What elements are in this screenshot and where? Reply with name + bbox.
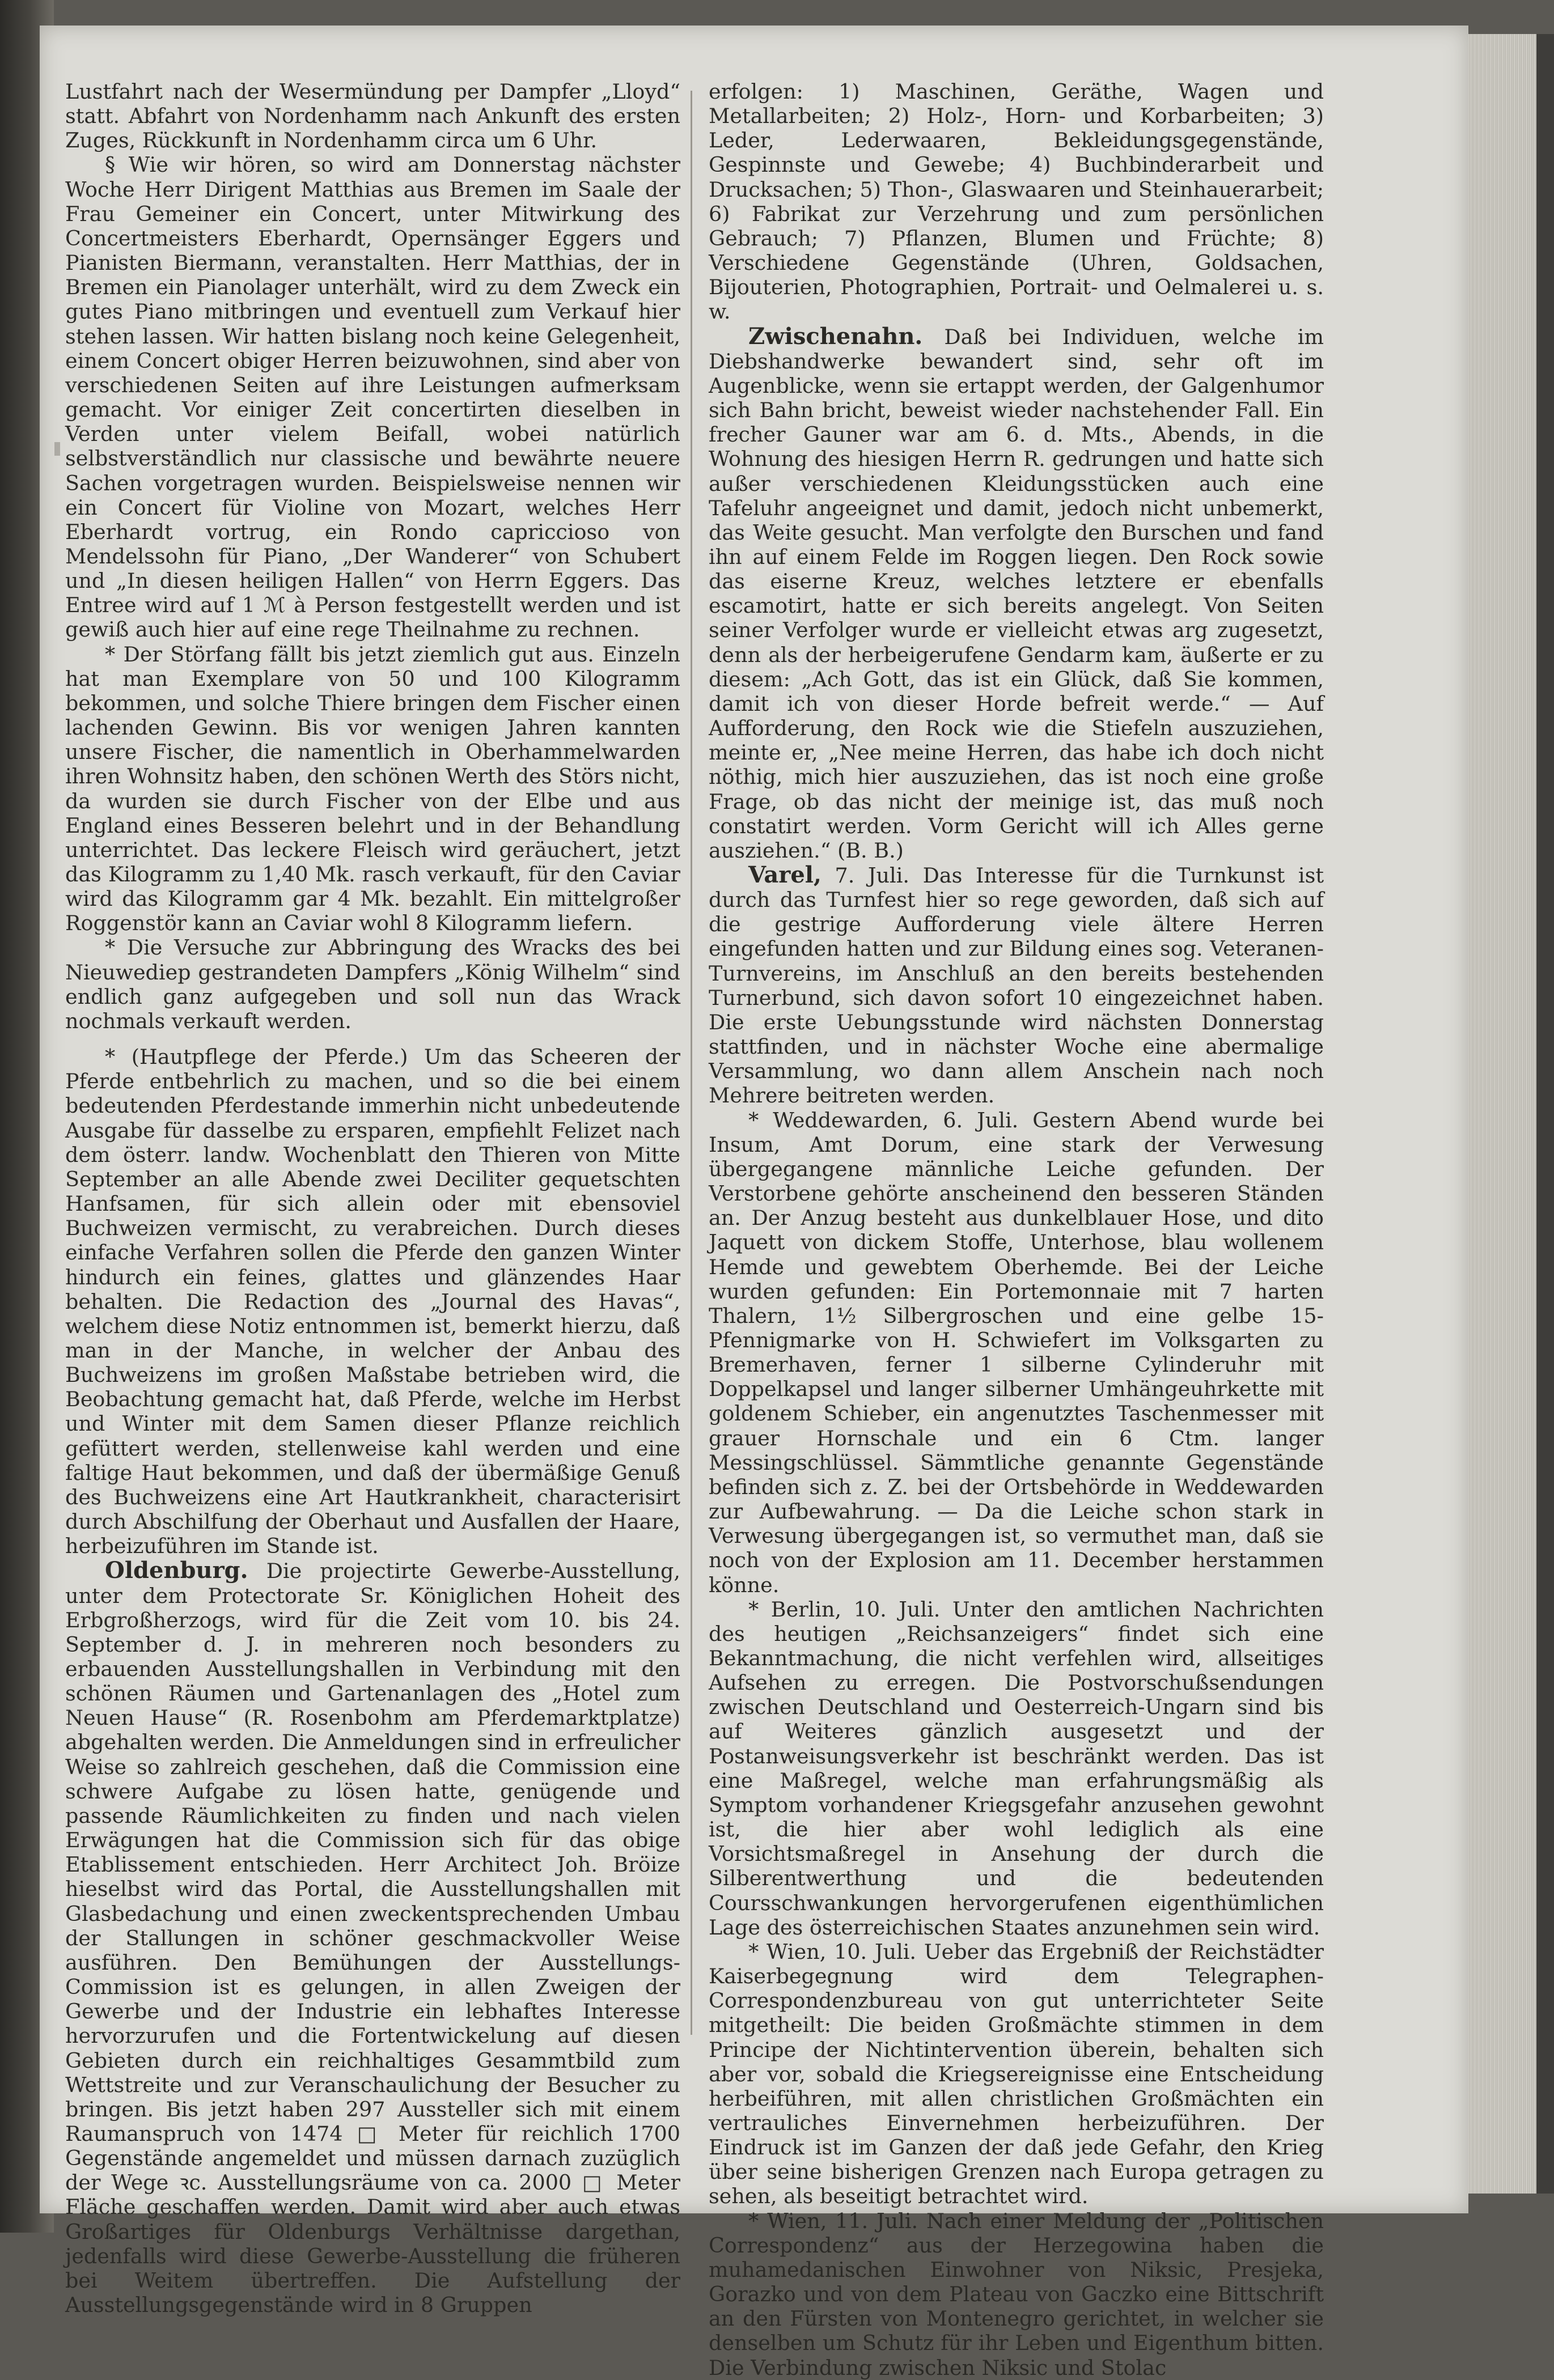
- article-ausstellung-gruppen: erfolgen: 1) Maschinen, Geräthe, Wagen und Metallarbeiten; 2) Holz-, Horn- und Korbarbeiten; 3) Leder, Lederwaaren, Bekleidungsgegenstände, Gespinnste und Gewebe; 4) Buchbinderarbeit und Drucksachen; 5) Thon-, Glaswaaren und Steinhauerarbeit; 6) Fabrikat zur Verzehrung und zum persönlichen Gebrauch; 7) Pflanzen, Blumen und Früchte; 8) Verschiedene Gegenstände (Uhren, Goldsachen, Bijouterien, Photographien, Portrait- und Oelmalerei u. s. w.: [709, 79, 1324, 324]
- article-wien-10-juli: * Wien, 10. Juli. Ueber das Ergebniß der Reichstädter Kaiserbegegnung wird dem Telegraphen-Correspondenzbureau von gut unterrichteter Seite mitgetheilt: Die beiden Großmächte stimmen in dem Principe der Nichtintervention überein, behalten sich aber vor, sobald die Kriegsereignisse eine Entscheidung herbeiführen, mit allen christlichen Großmächten ein vertrauliches Einvernehmen herbeizuführen. Der Eindruck ist im Ganzen der daß jede Gefahr, den Krieg über seine bisherigen Grenzen nach Europa getragen zu sehen, als beseitigt betrachtet wird.: [709, 1939, 1324, 2209]
- article-weddewarden: * Weddewarden, 6. Juli. Gestern Abend wurde bei Insum, Amt Dorum, eine stark der Verwesung übergegangene männliche Leiche gefunden. Der Verstorbene gehörte anscheinend den besseren Ständen an. Der Anzug besteht aus dunkelblauer Hose, und dito Jaquett von dickem Stoffe, Unterhose, blau wollenem Hemde und gewebtem Oberhemde. Bei der Leiche wurden gefunden: Ein Portemonnaie mit 7 harten Thalern, 1½ Silbergroschen und eine gelbe 15-Pfennigmarke von H. Schwiefert im Volksgarten zu Bremerhaven, ferner 1 silberne Cylinderuhr mit Doppelkapsel und langer silberner Umhängeuhrkette mit goldenem Schieber, ein angenutztes Taschenmesser mit grauer Hornschale und ein 6 Ctm. langer Messingschlüssel. Sämmtliche genannte Gegenstände befinden sich z. Z. bei der Ortsbehörde in Weddewarden zur Aufbewahrung. — Da die Leiche schon stark in Verwesung übergegangen ist, so vermuthet man, daß sie noch von der Explosion am 11. December herstammen könne.: [709, 1108, 1324, 1597]
- article-varel-text: 7. Juli. Das Interesse für die Turnkunst ist durch das Turnfest hier so rege geworden, daß sich auf die gestrige Aufforderung viele ältere Herren eingefunden hatten und zur Bildung eines sog. Veteranen-Turnvereins, im Anschluß an den bereits bestehenden Turnerbund, sich davon sofort 10 eingezeichnet haben. Die erste Uebungsstunde wird nächsten Donnerstag stattfinden, und in nächster Woche eine abermalige Versammlung, wo dann allem Anschein nach noch Mehrere beitreten werden.: [709, 863, 1324, 1108]
- margin-mark: [54, 442, 60, 456]
- article-zwischenahn: [709, 324, 1324, 863]
- article-oldenburg-text: Die projectirte Gewerbe-Ausstellung, unter dem Protectorate Sr. Königlichen Hoheit des Erbgroßherzogs, wird für die Zeit vom 10. bis 24. September d. J. in mehreren noch besonders zu erbauenden Ausstellungshallen in Verbindung mit den schönen Räumen und Gartenanlagen des „Hotel zum Neuen Hause“ (R. Rosenbohm am Pferdemarktplatze) abgehalten werden. Die Anmeldungen sind in erfreulicher Weise so zahlreich geschehen, daß die Commission eine schwere Aufgabe zu lösen hatte, genügende und passende Räumlichkeiten zu finden und nach vielen Erwägungen hat die Commission sich für das obige Etablissement entschieden. Herr Architect Joh. Bröize hieselbst wird das Portal, die Ausstellungshallen mit Glasbedachung und einen zweckentsprechenden Umbau der Stallungen in schöner geschmackvoller Weise ausführen. Den Bemühungen der Ausstellungs-Commission ist es gelungen, in allen Zweigen der Gewerbe und der Industrie ein lebhaftes Interesse hervorzurufen und die Fortentwickelung auf diesen Gebieten durch ein reichhaltiges Gesammtbild zum Wettstreite und zur Veranschaulichung der Besucher zu bringen. Bis jetzt haben 297 Aussteller sich mit einem Raumanspruch von 1474 □ Meter für reichlich 1700 Gegenstände angemeldet und müssen darnach zuzüglich der Wege ꝛc. Ausstellungsräume von ca. 2000 □ Meter Fläche geschaffen werden. Damit wird aber auch etwas Großartiges für Oldenburgs Verhältnisse dargethan, jedenfalls wird diese Gewerbe-Ausstellung die früheren bei Weitem übertreffen. Die Aufstellung der Ausstellungsgegenstände wird in 8 Gruppen: [65, 1559, 680, 2318]
- article-concert-matthias: § Wie wir hören, so wird am Donnerstag nächster Woche Herr Dirigent Matthias aus Bremen im Saale der Frau Gemeiner ein Concert, unter Mitwirkung des Concertmeisters Eberhardt, Opernsänger Eggers und Pianisten Biermann, veranstalten. Herr Matthias, der in Bremen ein Pianolager unterhält, wird zu dem Zweck ein gutes Piano mitbringen und eventuell zum Verkauf hier stehen lassen. Wir hatten bislang noch keine Gelegenheit, einem Concert obiger Herren beizuwohnen, sind aber von verschiedenen Seiten auf ihre Leistungen aufmerksam gemacht. Vor einiger Zeit concertirten dieselben in Verden unter vielem Beifall, wobei natürlich selbstverständlich nur classische und bewährte neuere Sachen vorgetragen wurden. Beispielsweise nennen wir ein Concert für Violine von Mozart, welches Herr Eberhardt vortrug, ein Rondo capriccioso von Mendelssohn für Piano, „Der Wanderer“ von Schubert und „In diesen heiligen Hallen“ von Herrn Eggers. Das Entree wird auf 1 ℳ à Person festgestellt werden und ist gewiß auch hier auf eine rege Theilnahme zu rechnen.: [65, 152, 680, 642]
- article-oldenburg-ausstellung: [65, 1558, 680, 2317]
- article-varel: [709, 863, 1324, 1108]
- article-hautpflege-pferde: * (Hautpflege der Pferde.) Um das Scheeren der Pferde entbehrlich zu machen, und so die bei einem bedeutenden Pferdestande immerhin nicht unbedeutende Ausgabe für dasselbe zu ersparen, empfiehlt Felizet nach dem österr. landw. Wochenblatt den Thieren von Mitte September an alle Abende zwei Deciliter gequetschten Hanfsamen, für sich allein oder mit ebensoviel Buchweizen vermischt, zu verabreichen. Durch dieses einfache Verfahren sollen die Pferde den ganzen Winter hindurch ein feines, glattes und glänzendes Haar behalten. Die Redaction des „Journal des Havas“, welchem diese Notiz entnommen ist, bemerkt hierzu, daß man in der Manche, in welcher der Anbau des Buchweizens im großen Maßstabe betrieben wird, die Beobachtung gemacht hat, daß Pferde, welche im Herbst und Winter mit dem Samen dieser Pflanze reichlich gefüttert werden, stellenweise kahl werden und eine faltige Haut bekommen, und daß der übermäßige Genuß des Buchweizens eine Art Hautkrankheit, characterisirt durch Abschilfung der Oberhaut und Ausfallen der Haare, herbeizuführen im Stande ist.: [65, 1045, 680, 1559]
- right-column: [709, 79, 1324, 2380]
- article-stoerfang: * Der Störfang fällt bis jetzt ziemlich gut aus. Einzeln hat man Exemplare von 50 und 100 Kilogramm bekommen, und solche Thiere bringen dem Fischer einen lachenden Gewinn. Bis vor wenigen Jahren kannten unsere Fischer, die namentlich in Oberhammelwarden ihren Wohnsitz haben, den schönen Werth des Störs nicht, da wurden sie durch Fischer von der Elbe und aus England eines Besseren belehrt und in der Behandlung unterrichtet. Das leckere Fleisch wird geräuchert, jetzt das Kilogramm zu 1,40 Mk. rasch verkauft, für den Caviar wird das Kilogramm gar 4 Mk. bezahlt. Ein mittelgroßer Roggenstör kann an Caviar wohl 8 Kilogramm liefern.: [65, 642, 680, 936]
- place-heading-zwischenahn: Zwischenahn.: [748, 323, 923, 350]
- article-wrack-koenig-wilhelm: * Die Versuche zur Abbringung des Wracks des bei Nieuwediep gestrandeten Dampfers „König Wilhelm“ sind endlich ganz aufgegeben und soll nun das Wrack nochmals verkauft werden.: [65, 935, 680, 1033]
- book-edge-shadow: [1536, 34, 1554, 2194]
- place-heading-oldenburg: Oldenburg.: [105, 1557, 248, 1584]
- article-berlin: * Berlin, 10. Juli. Unter den amtlichen Nachrichten des heutigen „Reichsanzeigers“ findet sich eine Bekanntmachung, die nicht verfehlen wird, allseitiges Aufsehen zu erregen. Die Postvorschußsendungen zwischen Deutschland und Oesterreich-Ungarn sind bis auf Weiteres gänzlich ausgesetzt und der Postanweisungsverkehr ist beschränkt werden. Das ist eine Maßregel, welche man erfahrungsmäßig als Symptom vorhandener Kriegsgefahr anzusehen gewohnt ist, die hier aber wohl lediglich als eine Vorsichtsmaßregel in Ansehung der durch die Silberentwerthung und die bedeutenden Coursschwankungen hervorgerufenen eigenthümlichen Lage des österreichischen Staates anzunehmen sein wird.: [709, 1597, 1324, 1940]
- left-column: [65, 79, 680, 2317]
- place-heading-varel: Varel,: [748, 862, 822, 888]
- page-edges: [1468, 34, 1536, 2194]
- article-wien-11-juli: * Wien, 11. Juli. Nach einer Meldung der „Politischen Correspondenz“ aus der Herzegowina haben die muhamedanischen Einwohner von Niksic, Presjeka, Gorazko und von dem Plateau von Gaczko eine Bittschrift an den Fürsten von Montenegro gerichtet, in welcher sie denselben um Schutz für ihr Leben und Eigenthum bitten. Die Verbindung zwischen Niksic und Stolac: [709, 2208, 1324, 2380]
- article-zwischenahn-text: Daß bei Individuen, welche im Diebshandwerke bewandert sind, sehr oft im Augenblicke, wenn sie ertappt werden, der Galgenhumor sich Bahn bricht, beweist wieder nachstehender Fall. Ein frecher Gauner war am 6. d. Mts., Abends, in die Wohnung des hiesigen Herrn R. gedrungen und hatte sich außer verschiedenen Kleidungsstücken auch eine Tafeluhr angeeignet und damit, jedoch nicht unbemerkt, das Weite gesucht. Man verfolgte den Burschen und fand ihn auf einem Felde im Roggen liegen. Den Rock sowie das eiserne Kreuz, welches letztere er ebenfalls escamotirt, hatte er sich bereits angelegt. Von Seiten seiner Verfolger wurde er vielleicht etwas arg zugesetzt, denn als der herbeigerufene Gendarm kam, äußerte er zu diesem: „Ach Gott, das ist ein Glück, daß Sie kommen, damit ich von dieser Horde befreit werde.“ — Auf Aufforderung, den Rock wie die Stiefeln auszuziehen, meinte er, „Nee meine Herren, das habe ich doch nicht nöthig, mich hier auszuziehen, das ist noch eine große Frage, ob das nicht der meinige ist, das muß noch constatirt werden. Vorm Gericht will ich Alles gerne ausziehen.“ (B. B.): [709, 324, 1324, 863]
- column-divider: [691, 91, 692, 2035]
- article-lustfahrt-end: Lustfahrt nach der Wesermündung per Dampfer „Lloyd“ statt. Abfahrt von Nordenhamm nach Ankunft des ersten Zuges, Rückkunft in Nordenhamm circa um 6 Uhr.: [65, 79, 680, 153]
